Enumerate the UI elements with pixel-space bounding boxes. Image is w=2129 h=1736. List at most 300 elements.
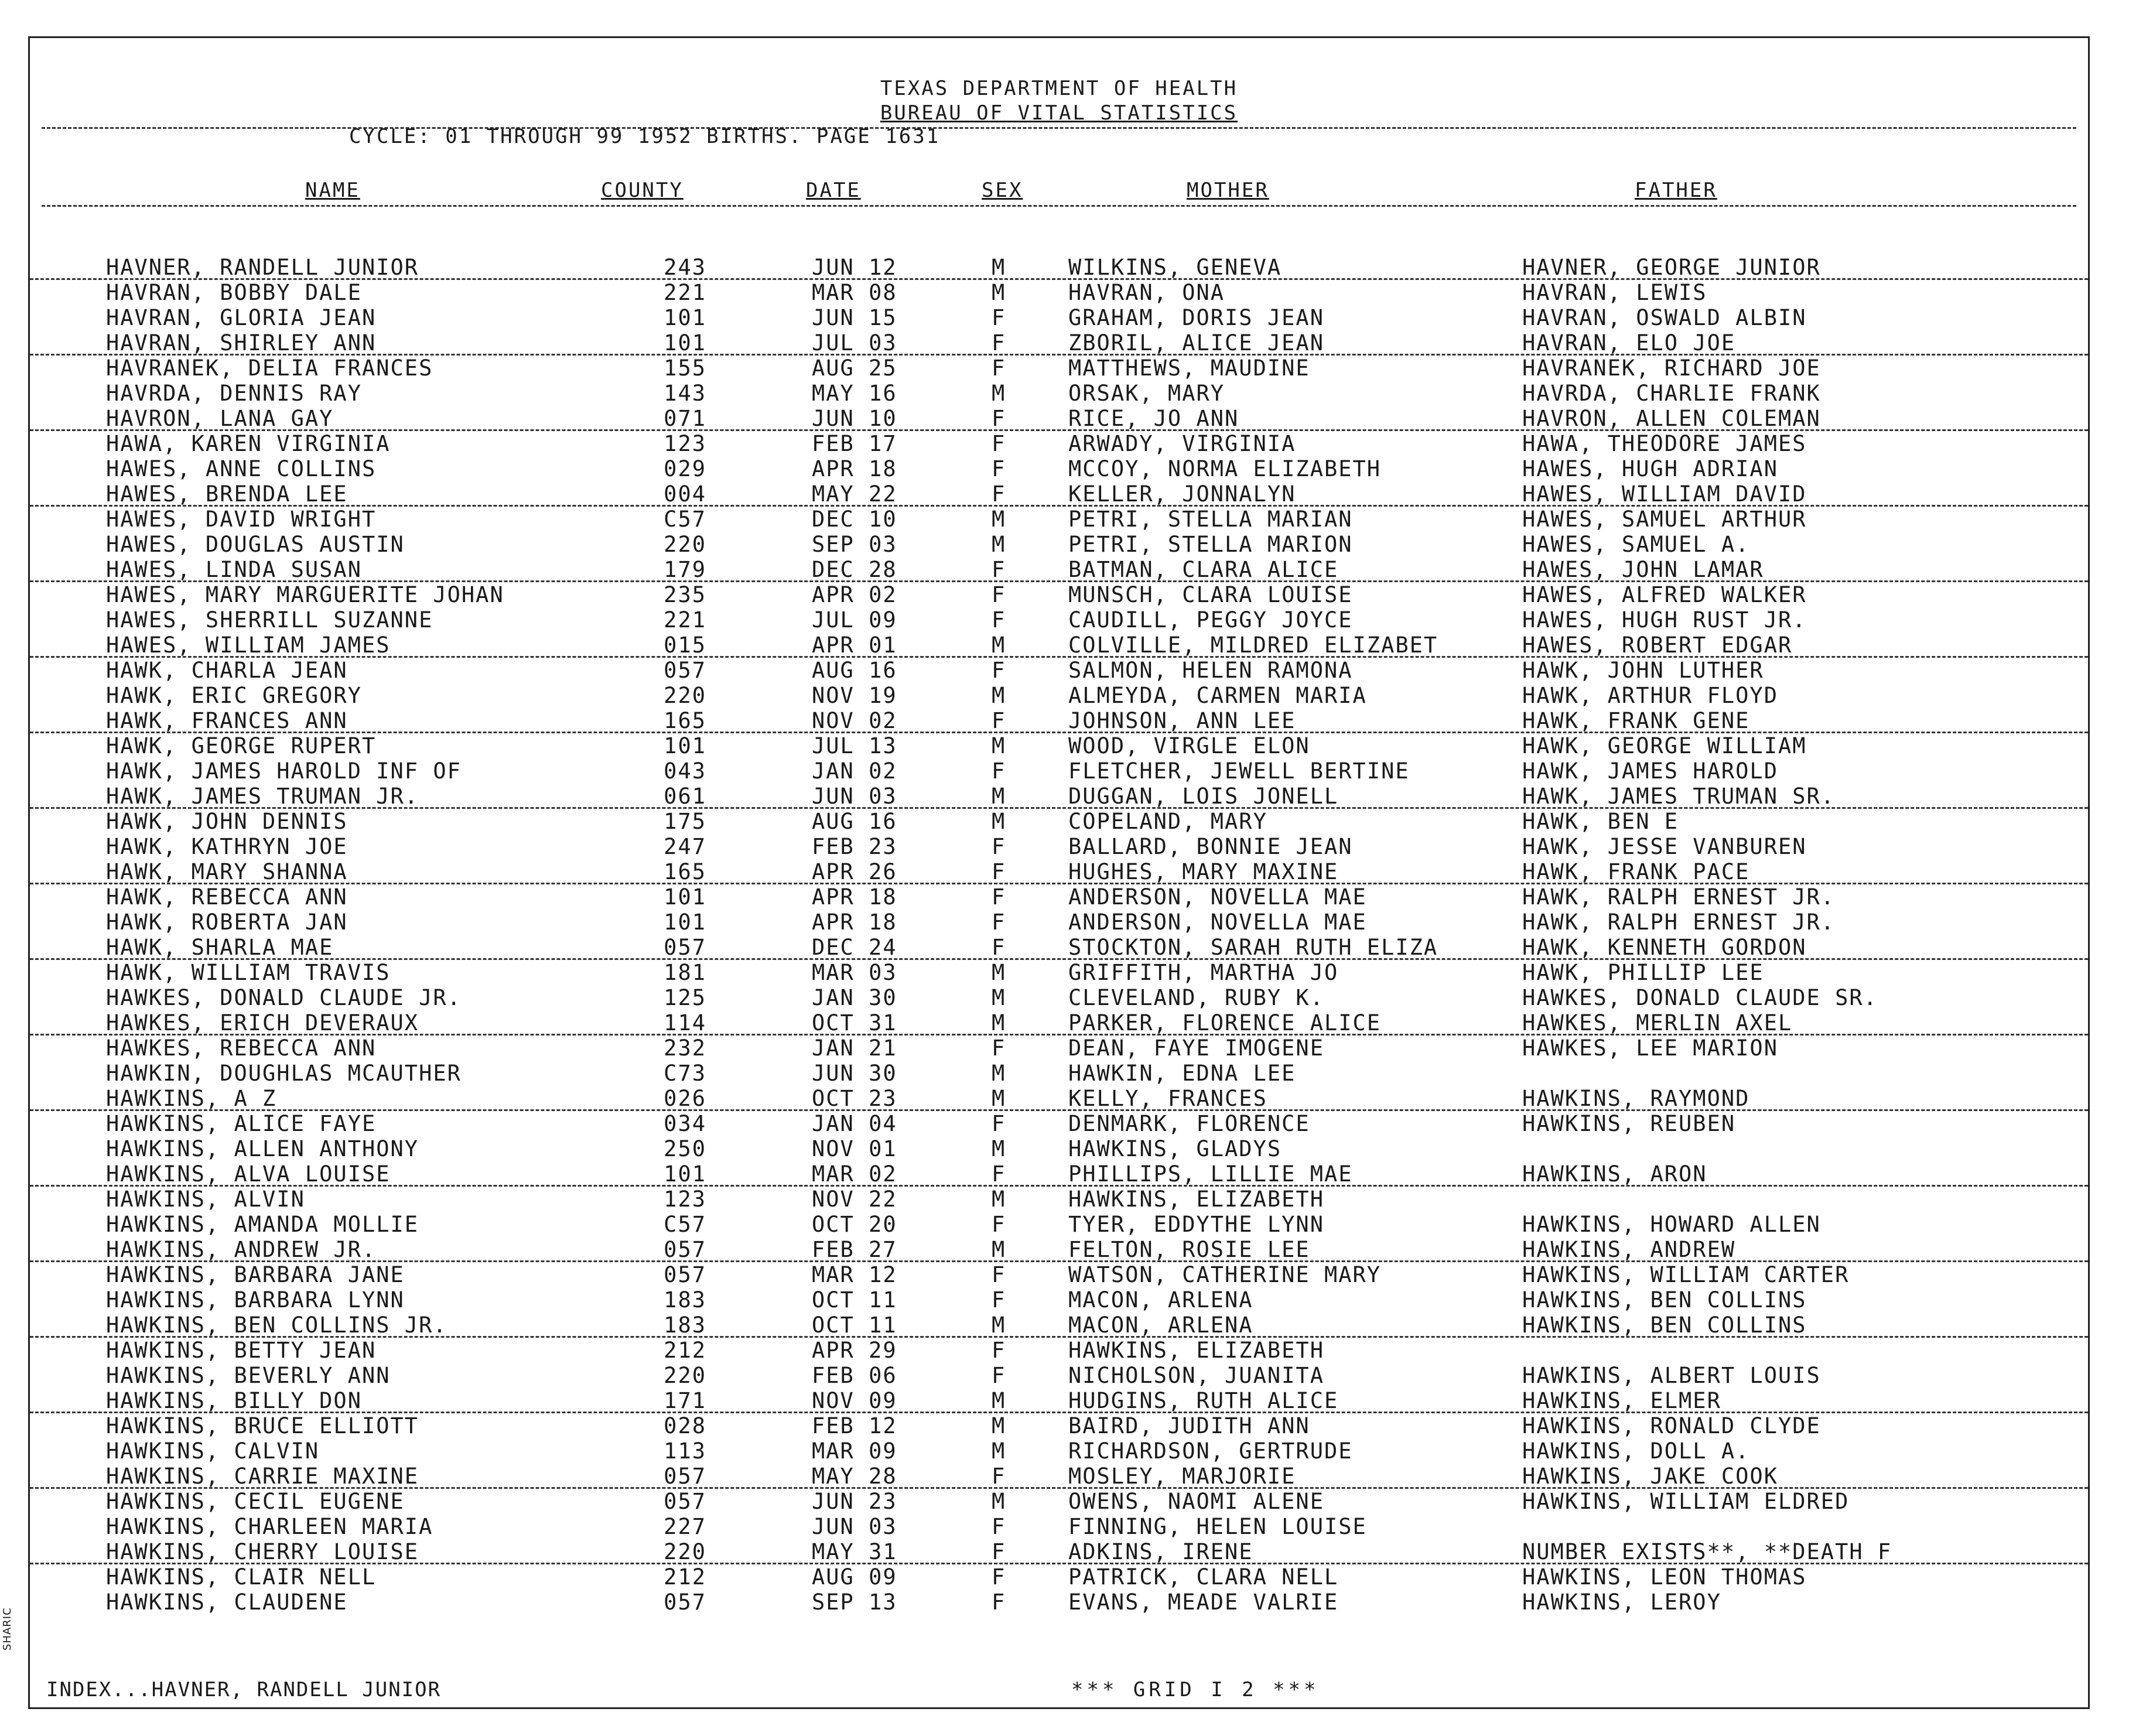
cell-father: HAWKINS, ELMER: [1522, 1388, 1721, 1413]
cell-sex: F: [992, 1338, 1006, 1363]
cell-father: HAWES, WILLIAM DAVID: [1522, 481, 1807, 507]
cell-mother: PARKER, FLORENCE ALICE: [1068, 1010, 1382, 1036]
cell-sex: F: [992, 1464, 1006, 1489]
cell-date: JUL 09: [812, 607, 897, 633]
table-row: [30, 1338, 2088, 1363]
cell-date: FEB 23: [812, 834, 897, 859]
cycle-line: CYCLE: 01 THROUGH 99 1952 BIRTHS. PAGE 1631: [349, 125, 941, 148]
cell-sex: F: [992, 481, 1006, 507]
cell-county: 057: [664, 1262, 706, 1287]
cell-date: FEB 17: [812, 431, 897, 456]
cell-name: HAWK, CHARLA JEAN: [106, 658, 348, 683]
table-row: [30, 1590, 2088, 1615]
cell-date: JAN 04: [812, 1111, 897, 1136]
cell-county: 183: [664, 1313, 706, 1338]
cell-mother: BAIRD, JUDITH ANN: [1068, 1413, 1310, 1438]
cell-county: 034: [664, 1111, 706, 1136]
cell-county: 101: [664, 910, 706, 935]
cell-county: 125: [664, 985, 706, 1010]
cell-mother: PHILLIPS, LILLIE MAE: [1068, 1161, 1353, 1187]
cell-sex: F: [992, 1590, 1006, 1615]
cell-name: HAWKINS, CARRIE MAXINE: [106, 1464, 419, 1489]
cell-county: 220: [664, 532, 706, 557]
cell-date: AUG 09: [812, 1564, 897, 1590]
cell-mother: ANDERSON, NOVELLA MAE: [1068, 884, 1367, 910]
cell-date: MAR 12: [812, 1262, 897, 1287]
cell-date: OCT 11: [812, 1313, 897, 1338]
cell-father: HAWA, THEODORE JAMES: [1522, 431, 1807, 456]
cell-name: HAWK, JOHN DENNIS: [106, 809, 348, 834]
cell-county: 232: [664, 1036, 706, 1061]
table-row: [30, 1086, 2088, 1111]
cell-mother: HAWKINS, GLADYS: [1068, 1136, 1282, 1161]
cell-sex: F: [992, 607, 1006, 633]
cell-sex: M: [992, 1313, 1006, 1338]
cell-sex: F: [992, 1539, 1006, 1564]
side-mark: SHARIC: [1, 1607, 13, 1650]
cell-date: MAY 28: [812, 1464, 897, 1489]
cell-date: DEC 28: [812, 557, 897, 582]
table-row: [30, 255, 2088, 280]
cell-date: JUL 03: [812, 330, 897, 356]
cell-mother: HAVRAN, ONA: [1068, 280, 1225, 305]
cell-sex: F: [992, 658, 1006, 683]
cell-name: HAVNER, RANDELL JUNIOR: [106, 255, 419, 280]
cell-county: 015: [664, 633, 706, 658]
cell-date: AUG 16: [812, 809, 897, 834]
cell-name: HAWK, ERIC GREGORY: [106, 683, 362, 708]
cell-name: HAWA, KAREN VIRGINIA: [106, 431, 391, 456]
cell-sex: M: [992, 1061, 1006, 1086]
birth-index-page: [28, 36, 2090, 1709]
cell-name: HAWKINS, ALVIN: [106, 1187, 305, 1212]
column-header-sex: SEX: [982, 179, 1023, 202]
cell-county: 004: [664, 481, 706, 507]
cell-date: JUN 10: [812, 406, 897, 431]
cell-mother: JOHNSON, ANN LEE: [1068, 708, 1296, 733]
cell-date: APR 29: [812, 1338, 897, 1363]
cell-county: 212: [664, 1564, 706, 1590]
cell-mother: PETRI, STELLA MARION: [1068, 532, 1353, 557]
cell-date: NOV 19: [812, 683, 897, 708]
cell-sex: F: [992, 758, 1006, 784]
column-header-county: COUNTY: [601, 179, 684, 202]
cell-county: 220: [664, 1363, 706, 1388]
cell-name: HAVRAN, GLORIA JEAN: [106, 305, 377, 330]
cell-mother: MATTHEWS, MAUDINE: [1068, 356, 1310, 381]
table-row: [30, 1187, 2088, 1212]
cell-name: HAVRON, LANA GAY: [106, 406, 334, 431]
cell-name: HAWK, REBECCA ANN: [106, 884, 348, 910]
cell-father: HAWK, RALPH ERNEST JR.: [1522, 910, 1836, 935]
cell-date: AUG 16: [812, 658, 897, 683]
cell-mother: SALMON, HELEN RAMONA: [1068, 658, 1353, 683]
cell-county: 026: [664, 1086, 706, 1111]
cell-county: 057: [664, 658, 706, 683]
cell-sex: F: [992, 1514, 1006, 1539]
cell-county: 123: [664, 431, 706, 456]
cell-mother: EVANS, MEADE VALRIE: [1068, 1590, 1339, 1615]
cell-father: HAWES, HUGH ADRIAN: [1522, 456, 1778, 481]
cell-name: HAWES, DOUGLAS AUSTIN: [106, 532, 405, 557]
cell-mother: GRAHAM, DORIS JEAN: [1068, 305, 1324, 330]
cell-father: HAWKINS, ALBERT LOUIS: [1522, 1363, 1821, 1388]
cell-sex: F: [992, 330, 1006, 356]
cell-father: HAWK, FRANK GENE: [1522, 708, 1750, 733]
department-title: TEXAS DEPARTMENT OF HEALTH: [880, 77, 1238, 100]
cell-date: JAN 21: [812, 1036, 897, 1061]
cell-county: 181: [664, 960, 706, 985]
cell-sex: F: [992, 859, 1006, 884]
cell-father: HAWKINS, LEROY: [1522, 1590, 1721, 1615]
cell-date: APR 02: [812, 582, 897, 607]
cell-sex: F: [992, 1262, 1006, 1287]
cell-date: MAY 16: [812, 381, 897, 406]
table-row: [30, 1061, 2088, 1086]
cell-sex: M: [992, 1136, 1006, 1161]
cell-county: 221: [664, 280, 706, 305]
cell-mother: NICHOLSON, JUANITA: [1068, 1363, 1324, 1388]
cell-name: HAWK, MARY SHANNA: [106, 859, 348, 884]
cell-mother: MACON, ARLENA: [1068, 1313, 1253, 1338]
cell-mother: RICE, JO ANN: [1068, 406, 1239, 431]
cell-sex: F: [992, 1111, 1006, 1136]
cell-mother: TYER, EDDYTHE LYNN: [1068, 1212, 1324, 1237]
cell-name: HAWK, ROBERTA JAN: [106, 910, 348, 935]
cell-county: 220: [664, 1539, 706, 1564]
header-divider: [42, 127, 2076, 129]
table-row: [30, 960, 2088, 985]
table-row: [30, 1413, 2088, 1438]
bureau-title: BUREAU OF VITAL STATISTICS: [880, 101, 1238, 125]
cell-father: HAWK, FRANK PACE: [1522, 859, 1750, 884]
cell-father: HAWKINS, HOWARD ALLEN: [1522, 1212, 1821, 1237]
cell-father: HAWES, ALFRED WALKER: [1522, 582, 1807, 607]
cell-sex: F: [992, 456, 1006, 481]
cell-father: HAWKINS, REUBEN: [1522, 1111, 1736, 1136]
cell-father: HAWKINS, ARON: [1522, 1161, 1707, 1187]
cell-date: APR 18: [812, 910, 897, 935]
cell-name: HAVRAN, BOBBY DALE: [106, 280, 362, 305]
cell-sex: M: [992, 1237, 1006, 1262]
cell-mother: COLVILLE, MILDRED ELIZABET: [1068, 633, 1438, 658]
cell-county: 235: [664, 582, 706, 607]
cell-county: 057: [664, 1590, 706, 1615]
cell-mother: DENMARK, FLORENCE: [1068, 1111, 1310, 1136]
table-row: [30, 582, 2088, 607]
cell-father: HAWK, JAMES HAROLD: [1522, 758, 1778, 784]
cell-county: 101: [664, 884, 706, 910]
cell-father: HAWES, HUGH RUST JR.: [1522, 607, 1807, 633]
table-row: [30, 532, 2088, 557]
cell-date: SEP 03: [812, 532, 897, 557]
cell-name: HAWKINS, ALICE FAYE: [106, 1111, 377, 1136]
cell-mother: HAWKIN, EDNA LEE: [1068, 1061, 1296, 1086]
cell-sex: F: [992, 406, 1006, 431]
table-row: [30, 1313, 2088, 1338]
cell-county: 101: [664, 330, 706, 356]
cell-mother: ORSAK, MARY: [1068, 381, 1225, 406]
cell-sex: F: [992, 1212, 1006, 1237]
cell-county: 243: [664, 255, 706, 280]
cell-county: 101: [664, 1161, 706, 1187]
cell-mother: HUGHES, MARY MAXINE: [1068, 859, 1339, 884]
cell-county: 101: [664, 733, 706, 758]
cell-name: HAWKES, ERICH DEVERAUX: [106, 1010, 419, 1036]
cell-county: C57: [664, 1212, 706, 1237]
cell-mother: MUNSCH, CLARA LOUISE: [1068, 582, 1353, 607]
cell-mother: FLETCHER, JEWELL BERTINE: [1068, 758, 1410, 784]
cell-date: OCT 20: [812, 1212, 897, 1237]
cell-sex: M: [992, 1438, 1006, 1464]
table-row: [30, 330, 2088, 356]
cell-name: HAWKINS, A Z: [106, 1086, 277, 1111]
cell-county: C57: [664, 507, 706, 532]
cell-name: HAWKINS, CALVIN: [106, 1438, 320, 1464]
cell-name: HAWKIN, DOUGHLAS MCAUTHER: [106, 1061, 462, 1086]
cell-sex: M: [992, 255, 1006, 280]
table-row: [30, 507, 2088, 532]
cell-mother: KELLER, JONNALYN: [1068, 481, 1296, 507]
cell-sex: F: [992, 1363, 1006, 1388]
cell-mother: HAWKINS, ELIZABETH: [1068, 1338, 1324, 1363]
cell-name: HAWK, JAMES TRUMAN JR.: [106, 784, 419, 809]
cell-date: OCT 11: [812, 1287, 897, 1313]
cell-father: HAWK, RALPH ERNEST JR.: [1522, 884, 1836, 910]
cell-sex: M: [992, 1413, 1006, 1438]
cell-date: NOV 02: [812, 708, 897, 733]
cell-father: HAWES, SAMUEL A.: [1522, 532, 1750, 557]
cell-father: HAWES, SAMUEL ARTHUR: [1522, 507, 1807, 532]
cell-county: 114: [664, 1010, 706, 1036]
cell-father: HAWKINS, ANDREW: [1522, 1237, 1736, 1262]
cell-county: 028: [664, 1413, 706, 1438]
cell-name: HAWK, WILLIAM TRAVIS: [106, 960, 391, 985]
table-row: [30, 1464, 2088, 1489]
cell-county: 165: [664, 708, 706, 733]
cell-mother: ANDERSON, NOVELLA MAE: [1068, 910, 1367, 935]
cell-father: HAWKINS, WILLIAM CARTER: [1522, 1262, 1850, 1287]
cell-name: HAWKINS, BEN COLLINS JR.: [106, 1313, 447, 1338]
cell-date: MAR 02: [812, 1161, 897, 1187]
cell-father: HAWKINS, BEN COLLINS: [1522, 1313, 1807, 1338]
table-row: [30, 1539, 2088, 1564]
cell-name: HAVRDA, DENNIS RAY: [106, 381, 362, 406]
cell-sex: F: [992, 431, 1006, 456]
cell-father: HAVRDA, CHARLIE FRANK: [1522, 381, 1821, 406]
table-row: [30, 557, 2088, 582]
cell-county: 043: [664, 758, 706, 784]
cell-date: JUN 03: [812, 1514, 897, 1539]
cell-county: 247: [664, 834, 706, 859]
table-row: [30, 305, 2088, 330]
cell-name: HAVRANEK, DELIA FRANCES: [106, 356, 433, 381]
cell-father: HAWKINS, WILLIAM ELDRED: [1522, 1489, 1850, 1514]
cell-sex: F: [992, 910, 1006, 935]
cell-mother: BATMAN, CLARA ALICE: [1068, 557, 1339, 582]
cell-mother: DUGGAN, LOIS JONELL: [1068, 784, 1339, 809]
table-row: [30, 708, 2088, 733]
cell-name: HAWK, GEORGE RUPERT: [106, 733, 377, 758]
cell-mother: HAWKINS, ELIZABETH: [1068, 1187, 1324, 1212]
cell-date: JUN 30: [812, 1061, 897, 1086]
cell-date: MAR 08: [812, 280, 897, 305]
cell-date: JUN 23: [812, 1489, 897, 1514]
table-row: [30, 456, 2088, 481]
cell-father: HAWK, JESSE VANBUREN: [1522, 834, 1807, 859]
cell-father: HAWKINS, DOLL A.: [1522, 1438, 1750, 1464]
cell-sex: M: [992, 683, 1006, 708]
cell-father: HAWK, PHILLIP LEE: [1522, 960, 1764, 985]
cell-father: HAWKINS, RAYMOND: [1522, 1086, 1750, 1111]
cell-sex: M: [992, 985, 1006, 1010]
table-row: [30, 356, 2088, 381]
cell-sex: F: [992, 582, 1006, 607]
cell-name: HAWKINS, BILLY DON: [106, 1388, 362, 1413]
column-header-divider: [42, 205, 2076, 207]
table-row: [30, 1514, 2088, 1539]
cell-mother: MOSLEY, MARJORIE: [1068, 1464, 1296, 1489]
cell-father: HAWKINS, LEON THOMAS: [1522, 1564, 1807, 1590]
cell-mother: PATRICK, CLARA NELL: [1068, 1564, 1339, 1590]
cell-mother: MACON, ARLENA: [1068, 1287, 1253, 1313]
table-row: [30, 633, 2088, 658]
table-row: [30, 658, 2088, 683]
table-row: [30, 1237, 2088, 1262]
cell-date: JUN 03: [812, 784, 897, 809]
cell-mother: CLEVELAND, RUBY K.: [1068, 985, 1324, 1010]
cell-county: 171: [664, 1388, 706, 1413]
cell-name: HAWKINS, BETTY JEAN: [106, 1338, 377, 1363]
cell-father: HAWES, JOHN LAMAR: [1522, 557, 1764, 582]
cell-date: APR 01: [812, 633, 897, 658]
table-row: [30, 280, 2088, 305]
records-table: [30, 255, 2088, 1615]
table-row: [30, 607, 2088, 633]
cell-name: HAWK, SHARLA MAE: [106, 935, 334, 960]
cell-mother: ADKINS, IRENE: [1068, 1539, 1253, 1564]
cell-father: HAWKINS, JAKE COOK: [1522, 1464, 1778, 1489]
table-row: [30, 985, 2088, 1010]
cell-county: 221: [664, 607, 706, 633]
column-header-date: DATE: [806, 179, 861, 202]
cell-county: 113: [664, 1438, 706, 1464]
table-row: [30, 1489, 2088, 1514]
cell-name: HAWES, DAVID WRIGHT: [106, 507, 377, 532]
table-row: [30, 381, 2088, 406]
cell-mother: HUDGINS, RUTH ALICE: [1068, 1388, 1339, 1413]
cell-name: HAWKINS, BARBARA JANE: [106, 1262, 405, 1287]
cell-father: HAVRANEK, RICHARD JOE: [1522, 356, 1821, 381]
table-row: [30, 1111, 2088, 1136]
cell-father: HAVRAN, ELO JOE: [1522, 330, 1736, 356]
cell-county: 175: [664, 809, 706, 834]
column-header-mother: MOTHER: [1187, 179, 1269, 202]
cell-sex: F: [992, 557, 1006, 582]
cell-sex: M: [992, 1010, 1006, 1036]
cell-mother: ARWADY, VIRGINIA: [1068, 431, 1296, 456]
table-row: [30, 1161, 2088, 1187]
cell-date: DEC 24: [812, 935, 897, 960]
cell-name: HAWKINS, ALLEN ANTHONY: [106, 1136, 419, 1161]
cell-county: 101: [664, 305, 706, 330]
cell-sex: F: [992, 1287, 1006, 1313]
table-row: [30, 884, 2088, 910]
column-header-father: FATHER: [1635, 179, 1717, 202]
cell-father: HAWES, ROBERT EDGAR: [1522, 633, 1793, 658]
cell-sex: M: [992, 1086, 1006, 1111]
cell-sex: M: [992, 1489, 1006, 1514]
cell-county: 165: [664, 859, 706, 884]
cell-father: HAWKES, LEE MARION: [1522, 1036, 1778, 1061]
cell-sex: F: [992, 834, 1006, 859]
cell-name: HAWES, SHERRILL SUZANNE: [106, 607, 433, 633]
cell-name: HAVRAN, SHIRLEY ANN: [106, 330, 377, 356]
cell-sex: F: [992, 1564, 1006, 1590]
cell-date: AUG 25: [812, 356, 897, 381]
cell-sex: M: [992, 280, 1006, 305]
cell-date: JUN 12: [812, 255, 897, 280]
cell-sex: M: [992, 532, 1006, 557]
cell-date: MAY 31: [812, 1539, 897, 1564]
cell-date: FEB 06: [812, 1363, 897, 1388]
cell-mother: MCCOY, NORMA ELIZABETH: [1068, 456, 1382, 481]
cell-sex: M: [992, 1187, 1006, 1212]
cell-date: OCT 31: [812, 1010, 897, 1036]
cell-mother: KELLY, FRANCES: [1068, 1086, 1267, 1111]
cell-name: HAWKINS, AMANDA MOLLIE: [106, 1212, 419, 1237]
cell-father: HAVRON, ALLEN COLEMAN: [1522, 406, 1821, 431]
table-row: [30, 431, 2088, 456]
cell-sex: M: [992, 784, 1006, 809]
cell-sex: F: [992, 884, 1006, 910]
cell-name: HAWKES, REBECCA ANN: [106, 1036, 377, 1061]
table-row: [30, 1212, 2088, 1237]
table-row: [30, 1036, 2088, 1061]
cell-county: 057: [664, 1489, 706, 1514]
cell-mother: DEAN, FAYE IMOGENE: [1068, 1036, 1324, 1061]
cell-date: NOV 01: [812, 1136, 897, 1161]
cell-county: 220: [664, 683, 706, 708]
cell-father: HAWKINS, BEN COLLINS: [1522, 1287, 1807, 1313]
cell-sex: F: [992, 1036, 1006, 1061]
cell-date: OCT 23: [812, 1086, 897, 1111]
cell-sex: M: [992, 733, 1006, 758]
cell-name: HAWES, WILLIAM JAMES: [106, 633, 391, 658]
cell-sex: M: [992, 1388, 1006, 1413]
cell-father: HAWK, GEORGE WILLIAM: [1522, 733, 1807, 758]
table-row: [30, 1010, 2088, 1036]
cell-date: JUN 15: [812, 305, 897, 330]
cell-date: DEC 10: [812, 507, 897, 532]
cell-name: HAWKINS, CHARLEEN MARIA: [106, 1514, 433, 1539]
cell-mother: ALMEYDA, CARMEN MARIA: [1068, 683, 1367, 708]
table-row: [30, 859, 2088, 884]
cell-sex: F: [992, 1161, 1006, 1187]
table-row: [30, 406, 2088, 431]
table-row: [30, 784, 2088, 809]
cell-date: MAR 09: [812, 1438, 897, 1464]
table-row: [30, 1388, 2088, 1413]
cell-sex: M: [992, 633, 1006, 658]
cell-county: 057: [664, 1464, 706, 1489]
cell-father: HAVRAN, LEWIS: [1522, 280, 1707, 305]
cell-date: JUL 13: [812, 733, 897, 758]
cell-father: HAWK, JOHN LUTHER: [1522, 658, 1764, 683]
cell-name: HAWES, ANNE COLLINS: [106, 456, 377, 481]
cell-father: NUMBER EXISTS**, **DEATH F: [1522, 1539, 1892, 1564]
cell-sex: F: [992, 356, 1006, 381]
